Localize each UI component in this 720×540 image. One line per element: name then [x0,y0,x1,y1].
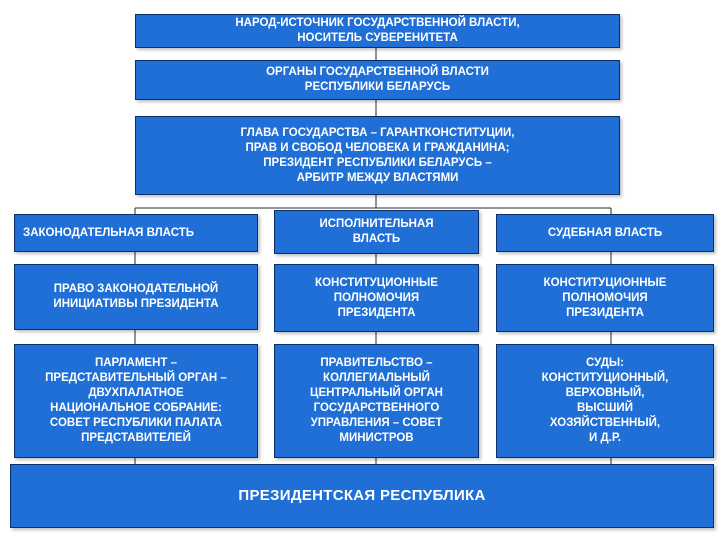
legislative-initiative-box: ПРАВО ЗАКОНОДАТЕЛЬНОЙ ИНИЦИАТИВЫ ПРЕЗИДЕНТА [14,264,258,330]
executive-power-box: ИСПОЛНИТЕЛЬНАЯ ВЛАСТЬ [274,210,479,254]
courts-box: СУДЫ: КОНСТИТУЦИОННЫЙ, ВЕРХОВНЫЙ, ВЫСШИЙ ХОЗЯЙСТВЕННЫЙ, И Д.Р. [496,344,714,458]
presidential-republic-banner [10,464,714,528]
judicial-constitutional-powers-box: КОНСТИТУЦИОННЫЕ ПОЛНОМОЧИЯ ПРЕЗИДЕНТА [496,264,714,332]
head-of-state-box: ГЛАВА ГОСУДАРСТВА – ГАРАНТКОНСТИТУЦИИ, ПРАВ И СВОБОД ЧЕЛОВЕКА И ГРАЖДАНИНА; ПРЕЗИДЕНТ РЕСПУБЛИКИ БЕЛАРУСЬ – АРБИТР МЕЖДУ ВЛАСТЯМИ [135,116,620,195]
parliament-box: ПАРЛАМЕНТ – ПРЕДСТАВИТЕЛЬНЫЙ ОРГАН – ДВУХПАЛАТНОЕ НАЦИОНАЛЬНОЕ СОБРАНИЕ: СОВЕТ РЕСПУБЛИКИ ПАЛАТА ПРЕДСТАВИТЕЛЕЙ [14,344,258,458]
executive-constitutional-powers-box: КОНСТИТУЦИОННЫЕ ПОЛНОМОЧИЯ ПРЕЗИДЕНТА [274,264,479,332]
government-box: ПРАВИТЕЛЬСТВО – КОЛЛЕГИАЛЬНЫЙ ЦЕНТРАЛЬНЫЙ ОРГАН ГОСУДАРСТВЕННОГО УПРАВЛЕНИЯ – СОВЕТ МИНИСТРОВ [274,344,479,458]
presidential-republic-label: ПРЕЗИДЕНТСКАЯ РЕСПУБЛИКА [238,487,486,504]
state-organs-box: ОРГАНЫ ГОСУДАРСТВЕННОЙ ВЛАСТИ РЕСПУБЛИКИ БЕЛАРУСЬ [135,60,620,100]
judicial-power-box: СУДЕБНАЯ ВЛАСТЬ [496,214,714,252]
legislative-power-box: ЗАКОНОДАТЕЛЬНАЯ ВЛАСТЬ [14,214,258,252]
people-sovereignty-box: НАРОД-ИСТОЧНИК ГОСУДАРСТВЕННОЙ ВЛАСТИ, НОСИТЕЛЬ СУВЕРЕНИТЕТА [135,14,620,48]
